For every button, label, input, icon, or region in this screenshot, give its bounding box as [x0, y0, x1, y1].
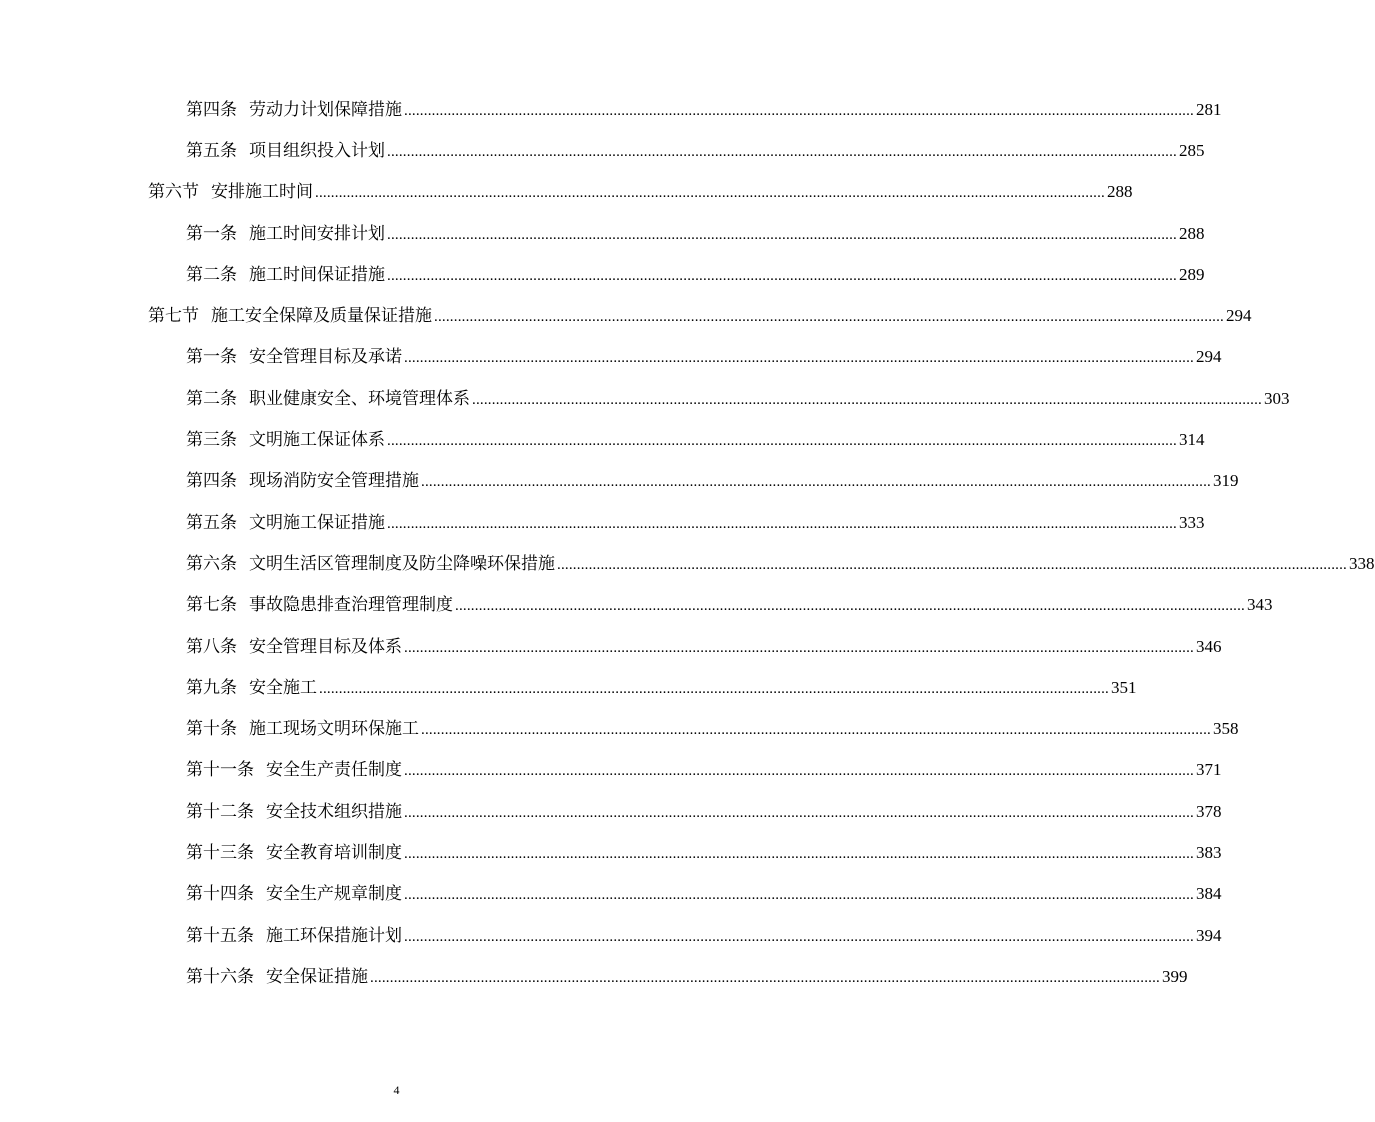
toc-dot-leader: ........................................................................................................................................................................................................ [404, 350, 1194, 367]
toc-dot-leader: ........................................................................................................................................................................................................ [387, 515, 1177, 532]
toc-dot-leader: ........................................................................................................................................................................................................ [315, 185, 1105, 202]
toc-entry-title: 项目组织投入计划 [249, 140, 385, 161]
toc-entry-title: 劳动力计划保障措施 [249, 99, 402, 120]
toc-entry[interactable] [0, 708, 1239, 749]
toc-entry-title: 安全生产规章制度 [266, 884, 402, 905]
toc-entry[interactable] [0, 956, 1188, 997]
toc-dot-leader: ........................................................................................................................................................................................................ [404, 887, 1194, 904]
toc-entry-page: 314 [1179, 430, 1205, 450]
toc-dot-leader: ........................................................................................................................................................................................................ [319, 680, 1109, 697]
toc-entry-number: 第十四条 [186, 884, 254, 905]
toc-dot-leader: ........................................................................................................................................................................................................ [404, 639, 1194, 656]
toc-entry[interactable] [0, 750, 1222, 791]
toc-dot-leader: ........................................................................................................................................................................................................ [404, 763, 1194, 780]
toc-entry[interactable] [0, 254, 1205, 295]
toc-entry-number: 第五条 [186, 140, 237, 161]
toc-entry-page: 338 [1349, 553, 1375, 573]
toc-dot-leader: ........................................................................................................................................................................................................ [421, 474, 1211, 491]
toc-entry-number: 第五条 [186, 512, 237, 533]
toc-entry[interactable] [0, 461, 1239, 502]
toc-entry-number: 第十条 [186, 719, 237, 740]
toc-entry[interactable] [0, 502, 1205, 543]
toc-entry-title: 施工安全保障及质量保证措施 [211, 306, 432, 327]
table-of-contents [0, 89, 1375, 998]
page-number: 4 [393, 1083, 400, 1097]
toc-dot-leader: ........................................................................................................................................................................................................ [434, 309, 1224, 326]
toc-entry-title: 现场消防安全管理措施 [249, 471, 419, 492]
toc-entry-title: 安全教育培训制度 [266, 842, 402, 863]
toc-entry-page: 378 [1196, 801, 1222, 821]
toc-entry-number: 第十一条 [186, 760, 254, 781]
toc-entry[interactable] [0, 130, 1205, 171]
toc-entry[interactable] [0, 295, 1252, 336]
toc-entry-title: 安排施工时间 [211, 182, 313, 203]
toc-dot-leader: ........................................................................................................................................................................................................ [404, 928, 1194, 945]
toc-entry-number: 第十五条 [186, 925, 254, 946]
toc-entry-title: 施工环保措施计划 [266, 925, 402, 946]
toc-entry-page: 383 [1196, 842, 1222, 862]
toc-entry[interactable] [0, 915, 1222, 956]
toc-entry-page: 351 [1111, 677, 1137, 697]
toc-dot-leader: ........................................................................................................................................................................................................ [404, 845, 1194, 862]
toc-entry-title: 施工时间安排计划 [249, 223, 385, 244]
toc-dot-leader: ........................................................................................................................................................................................................ [387, 267, 1177, 284]
toc-dot-leader: ........................................................................................................................................................................................................ [387, 433, 1177, 450]
toc-entry-page: 288 [1179, 223, 1205, 243]
toc-entry-title: 安全施工 [249, 677, 317, 698]
toc-dot-leader: ........................................................................................................................................................................................................ [404, 804, 1194, 821]
toc-entry-page: 346 [1196, 636, 1222, 656]
toc-entry-page: 343 [1247, 595, 1273, 615]
toc-entry[interactable] [0, 874, 1222, 915]
toc-entry-number: 第一条 [186, 347, 237, 368]
toc-dot-leader: ........................................................................................................................................................................................................ [421, 722, 1211, 739]
toc-entry-page: 399 [1162, 966, 1188, 986]
toc-entry-title: 施工时间保证措施 [249, 264, 385, 285]
toc-entry-number: 第三条 [186, 430, 237, 451]
toc-entry-title: 职业健康安全、环境管理体系 [249, 388, 470, 409]
toc-entry-number: 第一条 [186, 223, 237, 244]
toc-entry[interactable] [0, 213, 1205, 254]
toc-entry-number: 第九条 [186, 677, 237, 698]
toc-entry[interactable] [0, 89, 1222, 130]
toc-dot-leader: ........................................................................................................................................................................................................ [370, 969, 1160, 986]
toc-entry-number: 第二条 [186, 388, 237, 409]
toc-entry-title: 文明施工保证体系 [249, 430, 385, 451]
toc-entry-title: 文明生活区管理制度及防尘降噪环保措施 [249, 553, 555, 574]
toc-entry-page: 303 [1264, 388, 1290, 408]
toc-entry-number: 第四条 [186, 471, 237, 492]
toc-entry-page: 319 [1213, 471, 1239, 491]
toc-entry-page: 289 [1179, 264, 1205, 284]
toc-entry-number: 第八条 [186, 636, 237, 657]
toc-entry[interactable] [0, 667, 1137, 708]
toc-entry-page: 285 [1179, 140, 1205, 160]
toc-entry-number: 第六条 [186, 553, 237, 574]
toc-entry-page: 358 [1213, 719, 1239, 739]
toc-dot-leader: ........................................................................................................................................................................................................ [387, 143, 1177, 160]
toc-entry-number: 第二条 [186, 264, 237, 285]
toc-entry[interactable] [0, 543, 1375, 584]
toc-dot-leader: ........................................................................................................................................................................................................ [387, 226, 1177, 243]
toc-dot-leader: ........................................................................................................................................................................................................ [557, 556, 1347, 573]
toc-dot-leader: ........................................................................................................................................................................................................ [404, 102, 1194, 119]
toc-entry-title: 安全管理目标及承诺 [249, 347, 402, 368]
toc-entry-title: 事故隐患排查治理管理制度 [249, 595, 453, 616]
toc-entry-page: 394 [1196, 925, 1222, 945]
toc-dot-leader: ........................................................................................................................................................................................................ [455, 598, 1245, 615]
toc-entry-number: 第六节 [148, 182, 199, 203]
toc-entry-page: 294 [1226, 306, 1252, 326]
toc-entry[interactable] [0, 419, 1205, 460]
toc-entry[interactable] [0, 832, 1222, 873]
toc-entry-number: 第十二条 [186, 801, 254, 822]
toc-entry[interactable] [0, 791, 1222, 832]
toc-entry-number: 第四条 [186, 99, 237, 120]
toc-entry[interactable] [0, 337, 1222, 378]
toc-entry-page: 288 [1107, 182, 1133, 202]
toc-entry-page: 371 [1196, 760, 1222, 780]
toc-dot-leader: ........................................................................................................................................................................................................ [472, 391, 1262, 408]
toc-entry[interactable] [0, 378, 1290, 419]
toc-entry[interactable] [0, 585, 1273, 626]
toc-entry-title: 施工现场文明环保施工 [249, 719, 419, 740]
toc-entry[interactable] [0, 626, 1222, 667]
toc-entry-number: 第十三条 [186, 842, 254, 863]
toc-entry-title: 文明施工保证措施 [249, 512, 385, 533]
toc-entry-page: 294 [1196, 347, 1222, 367]
toc-entry-title: 安全保证措施 [266, 966, 368, 987]
toc-entry[interactable] [0, 172, 1133, 213]
toc-entry-title: 安全管理目标及体系 [249, 636, 402, 657]
toc-entry-page: 281 [1196, 99, 1222, 119]
toc-entry-number: 第七条 [186, 595, 237, 616]
toc-entry-title: 安全技术组织措施 [266, 801, 402, 822]
toc-entry-page: 384 [1196, 884, 1222, 904]
toc-entry-number: 第七节 [148, 306, 199, 327]
toc-entry-title: 安全生产责任制度 [266, 760, 402, 781]
toc-entry-number: 第十六条 [186, 966, 254, 987]
toc-entry-page: 333 [1179, 512, 1205, 532]
